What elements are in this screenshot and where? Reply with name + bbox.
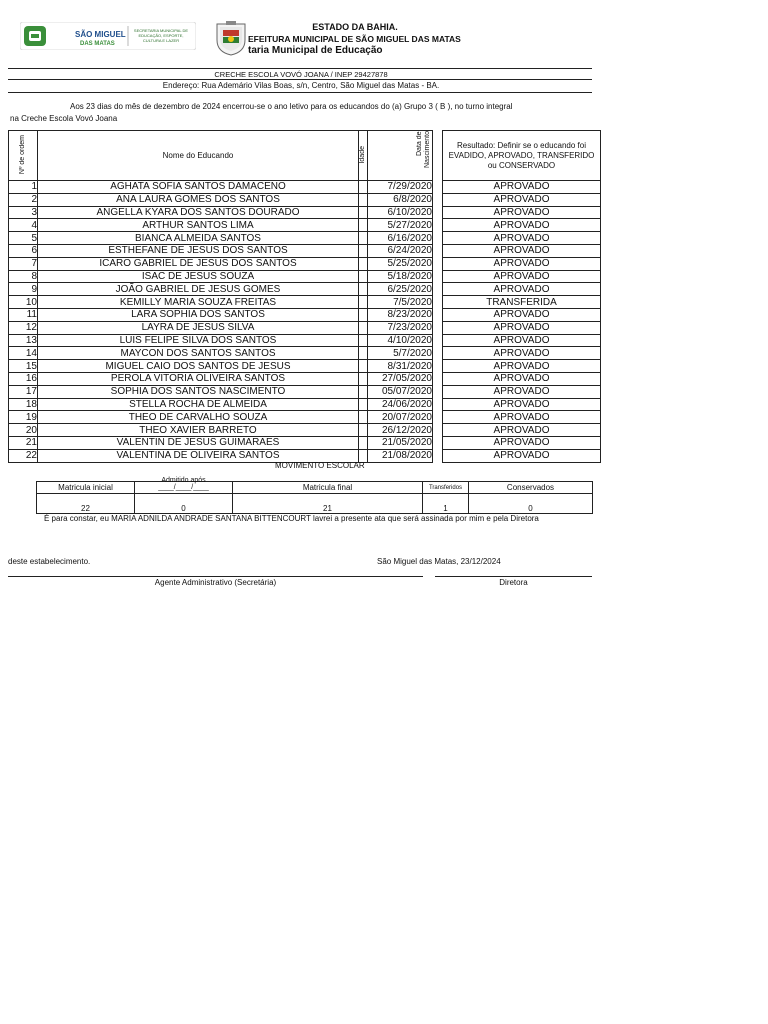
birth-date: 8/31/2020 xyxy=(368,360,433,373)
row-number: 5 xyxy=(9,232,38,245)
gap-cell xyxy=(433,193,443,206)
student-age xyxy=(359,193,368,206)
table-row xyxy=(9,181,601,194)
gap-cell xyxy=(433,385,443,398)
student-name: MAYCON DOS SANTOS SANTOS xyxy=(38,347,359,360)
student-name: ESTHEFANE DE JESUS DOS SANTOS xyxy=(38,244,359,257)
table-row xyxy=(9,232,601,245)
school-address: Endereço: Rua Ademário Vilas Boas, s/n, Centro, São Miguel das Matas - BA. xyxy=(162,81,440,90)
student-name: ANA LAURA GOMES DOS SANTOS xyxy=(38,193,359,206)
gap-cell xyxy=(433,449,443,462)
birth-date: 27/05/2020 xyxy=(368,372,433,385)
row-number: 21 xyxy=(9,436,38,449)
table-row xyxy=(9,347,601,360)
gap-cell xyxy=(433,347,443,360)
result: APROVADO xyxy=(443,206,601,219)
mov-value-final: 21 xyxy=(233,494,423,514)
student-age xyxy=(359,398,368,411)
student-age xyxy=(359,334,368,347)
state-title: ESTADO DA BAHIA. xyxy=(312,22,398,32)
birth-date: 26/12/2020 xyxy=(368,424,433,437)
student-age xyxy=(359,181,368,194)
gap-cell xyxy=(433,308,443,321)
student-age xyxy=(359,347,368,360)
result: APROVADO xyxy=(443,424,601,437)
birth-date: 5/7/2020 xyxy=(368,347,433,360)
row-number: 4 xyxy=(9,219,38,232)
birth-date: 21/08/2020 xyxy=(368,449,433,462)
students-table xyxy=(8,130,601,463)
student-name: THEO XAVIER BARRETO xyxy=(38,424,359,437)
gap-cell xyxy=(433,296,443,309)
signature-line-agent xyxy=(8,576,423,577)
mov-header-inicial: Matricula inicial xyxy=(37,482,135,494)
row-number: 3 xyxy=(9,206,38,219)
closing-statement: É para constar, eu MARIA ADNILDA ANDRADE SANTANA BITTENCOURT lavrei a presente ata que será assinada por mim e pela Diretora xyxy=(44,514,539,523)
birth-date: 21/05/2020 xyxy=(368,436,433,449)
table-row xyxy=(9,283,601,296)
student-age xyxy=(359,424,368,437)
student-name: LUIS FELIPE SILVA DOS SANTOS xyxy=(38,334,359,347)
student-name: PEROLA VITORIA OLIVEIRA SANTOS xyxy=(38,372,359,385)
row-number: 13 xyxy=(9,334,38,347)
row-number: 10 xyxy=(9,296,38,309)
table-row xyxy=(9,308,601,321)
mov-value-inicial: 22 xyxy=(37,494,135,514)
mov-header-transferidos: Transferidos xyxy=(423,482,469,494)
table-row xyxy=(9,321,601,334)
student-name: THEO DE CARVALHO SOUZA xyxy=(38,411,359,424)
result: APROVADO xyxy=(443,308,601,321)
movimento-title: MOVIMENTO ESCOLAR xyxy=(275,461,365,470)
birth-date: 6/24/2020 xyxy=(368,244,433,257)
mov-header-final: Matricula final xyxy=(233,482,423,494)
row-number: 22 xyxy=(9,449,38,462)
row-number: 8 xyxy=(9,270,38,283)
result: APROVADO xyxy=(443,334,601,347)
student-name: SOPHIA DOS SANTOS NASCIMENTO xyxy=(38,385,359,398)
row-number: 9 xyxy=(9,283,38,296)
student-name: KEMILLY MARIA SOUZA FREITAS xyxy=(38,296,359,309)
movimento-table xyxy=(36,477,593,514)
gap-cell xyxy=(433,270,443,283)
student-name: ARTHUR SANTOS LIMA xyxy=(38,219,359,232)
gap-cell xyxy=(433,232,443,245)
row-number: 19 xyxy=(9,411,38,424)
table-row xyxy=(9,424,601,437)
gap-cell xyxy=(433,334,443,347)
school-divider xyxy=(8,79,592,80)
result: APROVADO xyxy=(443,385,601,398)
row-number: 15 xyxy=(9,360,38,373)
table-row xyxy=(9,244,601,257)
birth-date: 8/23/2020 xyxy=(368,308,433,321)
gap-cell xyxy=(433,206,443,219)
address-divider xyxy=(8,92,592,93)
gap-cell xyxy=(433,360,443,373)
row-number: 17 xyxy=(9,385,38,398)
student-name: AGHATA SOFIA SANTOS DAMACENO xyxy=(38,181,359,194)
student-age xyxy=(359,372,368,385)
birth-date: 4/10/2020 xyxy=(368,334,433,347)
row-number: 20 xyxy=(9,424,38,437)
signature-agent-label: Agente Administrativo (Secretária) xyxy=(154,578,277,587)
signature-line-director xyxy=(435,576,592,577)
table-row xyxy=(9,257,601,270)
table-row xyxy=(9,296,601,309)
row-number: 12 xyxy=(9,321,38,334)
table-row xyxy=(9,385,601,398)
table-row xyxy=(9,193,601,206)
table-row xyxy=(9,360,601,373)
student-age xyxy=(359,308,368,321)
birth-date: 7/23/2020 xyxy=(368,321,433,334)
row-number: 14 xyxy=(9,347,38,360)
result: APROVADO xyxy=(443,398,601,411)
gap-cell xyxy=(433,411,443,424)
logo-city-line1: SÃO MIGUEL xyxy=(75,30,126,39)
student-age xyxy=(359,232,368,245)
prefeitura-title: EFEITURA MUNICIPAL DE SÃO MIGUEL DAS MATAS xyxy=(248,34,461,44)
municipal-logo xyxy=(20,22,196,50)
result: APROVADO xyxy=(443,321,601,334)
secretaria-title: taria Municipal de Educação xyxy=(248,45,383,56)
mov-header-admitido xyxy=(135,477,233,494)
municipal-crest-icon xyxy=(214,20,248,56)
row-number: 1 xyxy=(9,181,38,194)
table-row xyxy=(9,219,601,232)
header-nome: Nome do Educando xyxy=(38,131,359,181)
student-age xyxy=(359,219,368,232)
student-name: VALENTINA DE OLIVEIRA SANTOS xyxy=(38,449,359,462)
result: APROVADO xyxy=(443,283,601,296)
row-number: 6 xyxy=(9,244,38,257)
gap-cell xyxy=(433,436,443,449)
header-ordem: Nº de ordem xyxy=(9,131,38,181)
student-name: ICARO GABRIEL DE JESUS DOS SANTOS xyxy=(38,257,359,270)
student-name: ANGELLA KYARA DOS SANTOS DOURADO xyxy=(38,206,359,219)
birth-date: 5/25/2020 xyxy=(368,257,433,270)
intro-line-1: Aos 23 dias do mês de dezembro de 2024 encerrou-se o ano letivo para os educandos do (a) Grupo 3 ( B ), no turno integral xyxy=(70,102,513,111)
gap-cell xyxy=(433,181,443,194)
student-name: LAYRA DE JESUS SILVA xyxy=(38,321,359,334)
student-age xyxy=(359,270,368,283)
header-divider xyxy=(8,68,592,69)
result: APROVADO xyxy=(443,193,601,206)
table-row xyxy=(9,398,601,411)
birth-date: 6/10/2020 xyxy=(368,206,433,219)
table-row xyxy=(9,411,601,424)
birth-date: 5/18/2020 xyxy=(368,270,433,283)
birth-date: 6/16/2020 xyxy=(368,232,433,245)
row-number: 18 xyxy=(9,398,38,411)
mov-value-conservados: 0 xyxy=(469,494,593,514)
birth-date: 20/07/2020 xyxy=(368,411,433,424)
student-name: LARA SOPHIA DOS SANTOS xyxy=(38,308,359,321)
student-age xyxy=(359,385,368,398)
result: APROVADO xyxy=(443,257,601,270)
school-name: CRECHE ESCOLA VOVÓ JOANA / INEP 29427878 xyxy=(214,70,388,79)
student-name: ISAC DE JESUS SOUZA xyxy=(38,270,359,283)
table-row xyxy=(9,436,601,449)
logo-dept: SECRETARIA MUNICIPAL DE EDUCAÇÃO, ESPORTE, CULTURA E LAZER xyxy=(133,28,189,43)
intro-line-2: na Creche Escola Vovó Joana xyxy=(10,114,118,123)
result: APROVADO xyxy=(443,270,601,283)
gap-cell xyxy=(433,219,443,232)
result: APROVADO xyxy=(443,181,601,194)
birth-date: 6/25/2020 xyxy=(368,283,433,296)
row-number: 7 xyxy=(9,257,38,270)
student-name: BIANCA ALMEIDA SANTOS xyxy=(38,232,359,245)
student-age xyxy=(359,360,368,373)
student-name: MIGUEL CAIO DOS SANTOS DE JESUS xyxy=(38,360,359,373)
table-row xyxy=(9,372,601,385)
student-age xyxy=(359,321,368,334)
student-name: JOÃO GABRIEL DE JESUS GOMES xyxy=(38,283,359,296)
student-name: STELLA ROCHA DE ALMEIDA xyxy=(38,398,359,411)
mov-value-admitido: 0 xyxy=(135,494,233,514)
student-age xyxy=(359,206,368,219)
result: APROVADO xyxy=(443,360,601,373)
gap-cell xyxy=(433,398,443,411)
result: APROVADO xyxy=(443,436,601,449)
table-row xyxy=(9,206,601,219)
place-date: São Miguel das Matas, 23/12/2024 xyxy=(377,557,501,566)
table-row xyxy=(9,270,601,283)
gap-cell xyxy=(433,424,443,437)
row-number: 11 xyxy=(9,308,38,321)
result: APROVADO xyxy=(443,219,601,232)
student-age xyxy=(359,411,368,424)
student-age xyxy=(359,283,368,296)
mov-value-transferidos: 1 xyxy=(423,494,469,514)
result: APROVADO xyxy=(443,411,601,424)
result: TRANSFERIDA xyxy=(443,296,601,309)
closing-establishment: deste estabelecimento. xyxy=(8,557,91,566)
table-row xyxy=(9,334,601,347)
birth-date: 5/27/2020 xyxy=(368,219,433,232)
birth-date: 6/8/2020 xyxy=(368,193,433,206)
result: APROVADO xyxy=(443,347,601,360)
student-name: VALENTIN DE JESUS GUIMARAES xyxy=(38,436,359,449)
student-age xyxy=(359,436,368,449)
result: APROVADO xyxy=(443,244,601,257)
birth-date: 7/29/2020 xyxy=(368,181,433,194)
student-age xyxy=(359,296,368,309)
signature-director-label: Diretora xyxy=(499,578,528,587)
logo-city-line2: DAS MATAS xyxy=(80,41,115,47)
gap-cell xyxy=(433,321,443,334)
birth-date: 24/06/2020 xyxy=(368,398,433,411)
row-number: 16 xyxy=(9,372,38,385)
header-nascimento: Data de Nascimento xyxy=(368,131,433,181)
header-idade: Idade xyxy=(359,131,368,181)
birth-date: 7/5/2020 xyxy=(368,296,433,309)
student-age xyxy=(359,257,368,270)
gap-cell xyxy=(433,283,443,296)
birth-date: 05/07/2020 xyxy=(368,385,433,398)
gap-cell xyxy=(433,257,443,270)
result: APROVADO xyxy=(443,232,601,245)
row-number: 2 xyxy=(9,193,38,206)
result: APROVADO xyxy=(443,449,601,462)
mov-header-conservados: Conservados xyxy=(469,482,593,494)
mov-admitido-date: ____/____/____ xyxy=(158,484,209,491)
gap-cell xyxy=(433,244,443,257)
mov-admitido-label: Admitido após xyxy=(161,477,206,484)
result: APROVADO xyxy=(443,372,601,385)
header-gap xyxy=(433,131,443,181)
student-age xyxy=(359,244,368,257)
header-resultado: Resultado: Definir se o educando foi EVADIDO, APROVADO, TRANSFERIDO ou CONSERVADO xyxy=(443,131,601,181)
gap-cell xyxy=(433,372,443,385)
